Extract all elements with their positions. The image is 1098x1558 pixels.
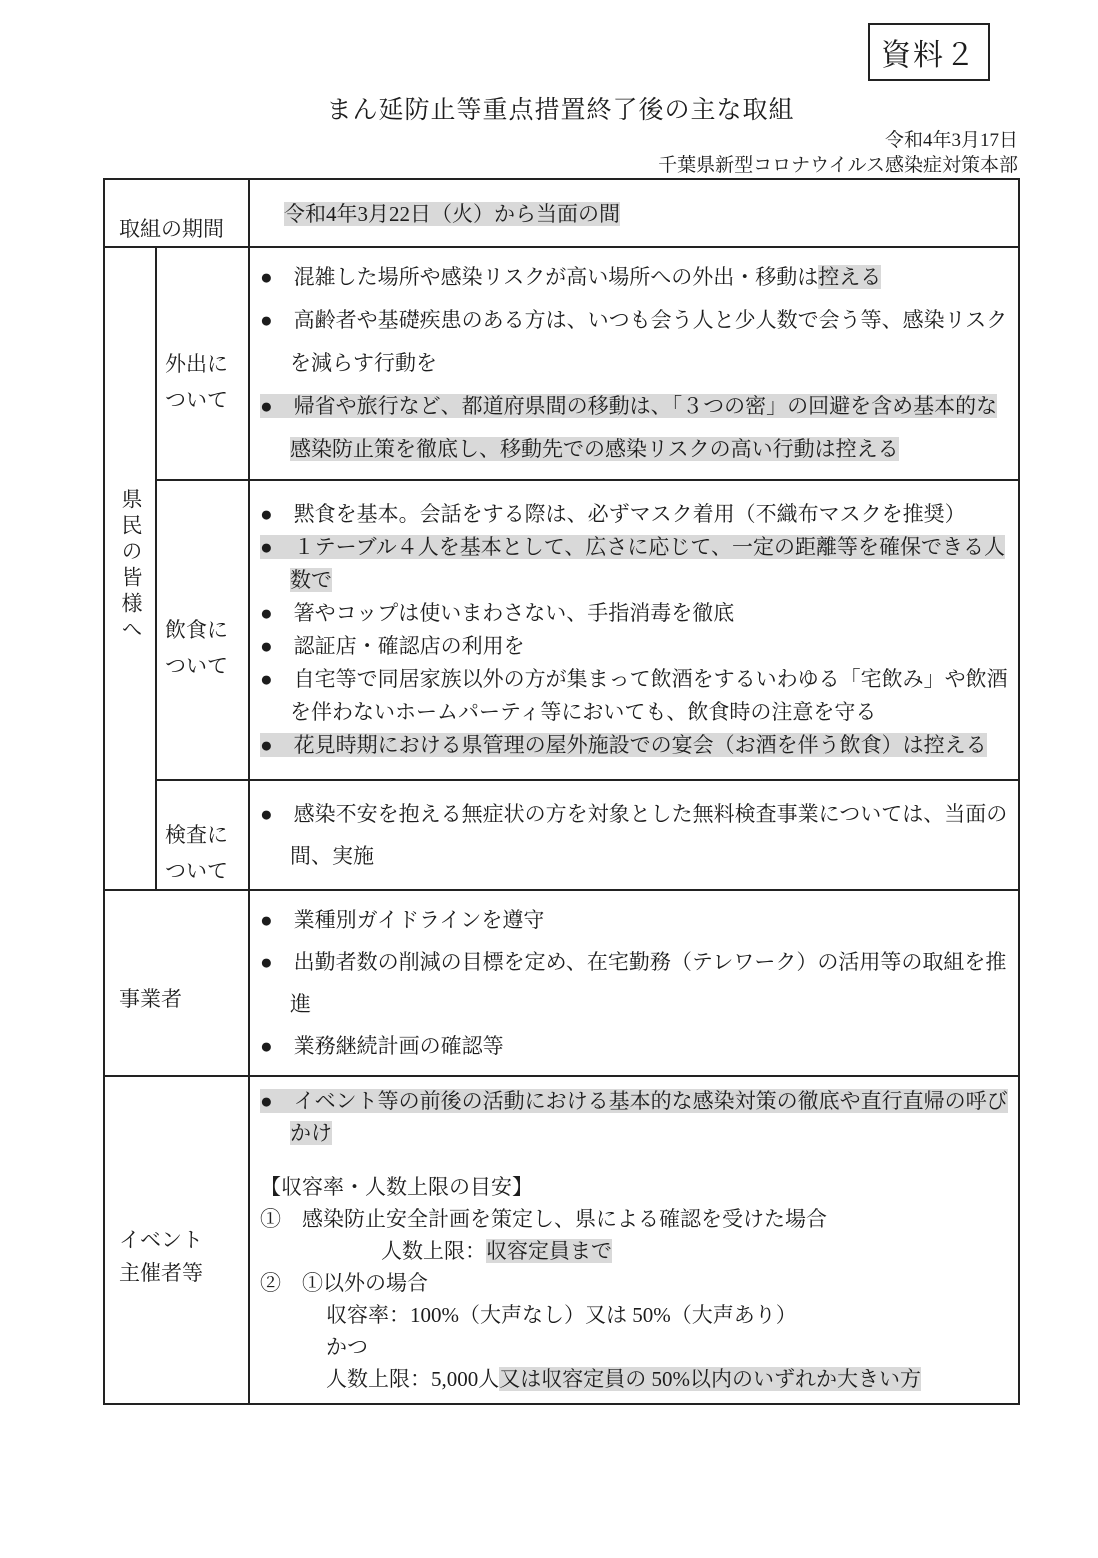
table-row-outing (104, 247, 1019, 480)
testing-bullet-1-text: ● 感染不安を抱える無症状の方を対象とした無料検査事業については、当面の間、実施 (260, 802, 1008, 868)
document-organization: 千葉県新型コロナウイルス感染症対策本部 (658, 155, 1018, 176)
table-row-testing (104, 780, 1019, 890)
outing-bullet-1-highlight: 控える (818, 265, 882, 289)
outing-label-cell (156, 247, 249, 480)
business-bullet-2 (260, 941, 1010, 1025)
event-item-1-sub-highlight: 収容定員まで (486, 1239, 612, 1263)
event-item-2: ② ①以外の場合 (260, 1271, 428, 1295)
testing-label: 検査に ついて (165, 823, 228, 883)
event-item-2-sub2: かつ (326, 1335, 368, 1359)
table-row-event (104, 1076, 1019, 1404)
outing-bullet-2-text: ● 高齢者や基礎疾患のある方は、いつも会う人と少人数で会う等、感染リスクを減らす行動を (260, 308, 1008, 375)
event-content-cell (249, 1076, 1019, 1404)
event-item-1-sub (260, 1235, 1010, 1267)
business-label: 事業者 (119, 987, 182, 1011)
outing-bullet-3 (260, 385, 1010, 471)
outing-label: 外出に ついて (165, 351, 228, 412)
outing-bullet-1 (260, 256, 1010, 299)
dining-bullet-5 (260, 663, 1010, 729)
event-capacity-heading: 【収容率・人数上限の目安】 (260, 1175, 533, 1199)
business-content-cell (249, 890, 1019, 1076)
document-tag-label: 資料２ (881, 39, 977, 72)
dining-bullet-4-text: ● 認証店・確認店の利用を (260, 634, 525, 658)
business-label-cell (104, 890, 249, 1076)
table-row-dining (104, 480, 1019, 780)
business-bullet-3 (260, 1025, 1010, 1067)
event-item-2-sub3-highlight: 又は収容定員の 50%以内のいずれか大きい方 (499, 1367, 921, 1391)
testing-label-cell (156, 780, 249, 890)
outing-bullet-1-text: ● 混雑した場所や感染リスクが高い場所への外出・移動は (260, 265, 819, 289)
dining-bullet-3-text: ● 箸やコップは使いまわさない、手指消毒を徹底 (260, 601, 735, 625)
testing-content-cell (249, 780, 1019, 890)
period-value-cell (249, 179, 1019, 247)
dining-bullet-3 (260, 597, 1010, 630)
event-item-2-sub3-text: 人数上限：5,000人 (326, 1367, 500, 1391)
business-bullet-1-text: ● 業種別ガイドラインを遵守 (260, 908, 545, 932)
event-label: イベント 主催者等 (119, 1227, 203, 1285)
outing-bullet-2 (260, 299, 1010, 385)
event-item-2-sub1: 収容率：100%（大声なし）又は 50%（大声あり） (326, 1303, 797, 1327)
dining-bullet-5-text: ● 自宅等で同居家族以外の方が集まって飲酒をするいわゆる「宅飲み」や飲酒を伴わないホームパーティ等においても、飲食時の注意を守る (260, 667, 1008, 724)
dining-bullet-4 (260, 630, 1010, 663)
document-date: 令和4年3月17日 (884, 130, 1018, 151)
period-label-cell (104, 179, 249, 247)
business-bullet-3-text: ● 業務継続計画の確認等 (260, 1034, 504, 1058)
dining-bullet-1-text: ● 黙食を基本。会話をする際は、必ずマスク着用（不織布マスクを推奨） (260, 502, 966, 526)
dining-bullet-6-highlight: ● 花見時期における県管理の屋外施設での宴会（お酒を伴う飲食）は控える (260, 733, 987, 757)
table-row-period (104, 179, 1019, 247)
event-item-1-sub-label: 人数上限： (381, 1239, 486, 1263)
document-tag-box (868, 23, 990, 81)
dining-bullet-1 (260, 498, 1010, 531)
residents-label: 県民の皆様へ (119, 487, 143, 644)
event-item-1: ① 感染防止安全計画を策定し、県による確認を受けた場合 (260, 1207, 827, 1231)
event-item-2-sub3 (260, 1363, 1010, 1395)
business-bullet-2-text: ● 出勤者数の削減の目標を定め、在宅勤務（テレワーク）の活用等の取組を推進 (260, 950, 1007, 1016)
outing-bullet-3-highlight: ● 帰省や旅行など、都道府県間の移動は、「３つの密」の回避を含め基本的な感染防止策を徹底し、移動先での感染リスクの高い行動は控える (260, 394, 998, 461)
event-label-cell (104, 1076, 249, 1404)
dining-label: 飲食に ついて (165, 618, 228, 678)
event-bullet-1 (260, 1085, 1010, 1149)
dining-bullet-2 (260, 531, 1010, 597)
dining-content-cell (249, 480, 1019, 780)
event-bullet-1-highlight: ● イベント等の前後の活動における基本的な感染対策の徹底や直行直帰の呼びかけ (260, 1089, 1008, 1145)
outing-content-cell (249, 247, 1019, 480)
dining-bullet-6 (260, 729, 1010, 762)
period-label: 取組の期間 (119, 217, 224, 241)
business-bullet-1 (260, 899, 1010, 941)
page-title: まん延防止等重点措置終了後の主な取組 (326, 97, 795, 124)
period-value: 令和4年3月22日（火）から当面の間 (284, 202, 620, 226)
residents-label-cell (104, 247, 156, 890)
dining-bullet-2-highlight: ● １テーブル４人を基本として、広さに応じて、一定の距離等を確保できる人数で (260, 535, 1005, 592)
measures-table (103, 178, 1020, 1405)
table-row-business (104, 890, 1019, 1076)
testing-bullet-1 (260, 793, 1010, 877)
document-header (103, 90, 1018, 178)
dining-label-cell (156, 480, 249, 780)
